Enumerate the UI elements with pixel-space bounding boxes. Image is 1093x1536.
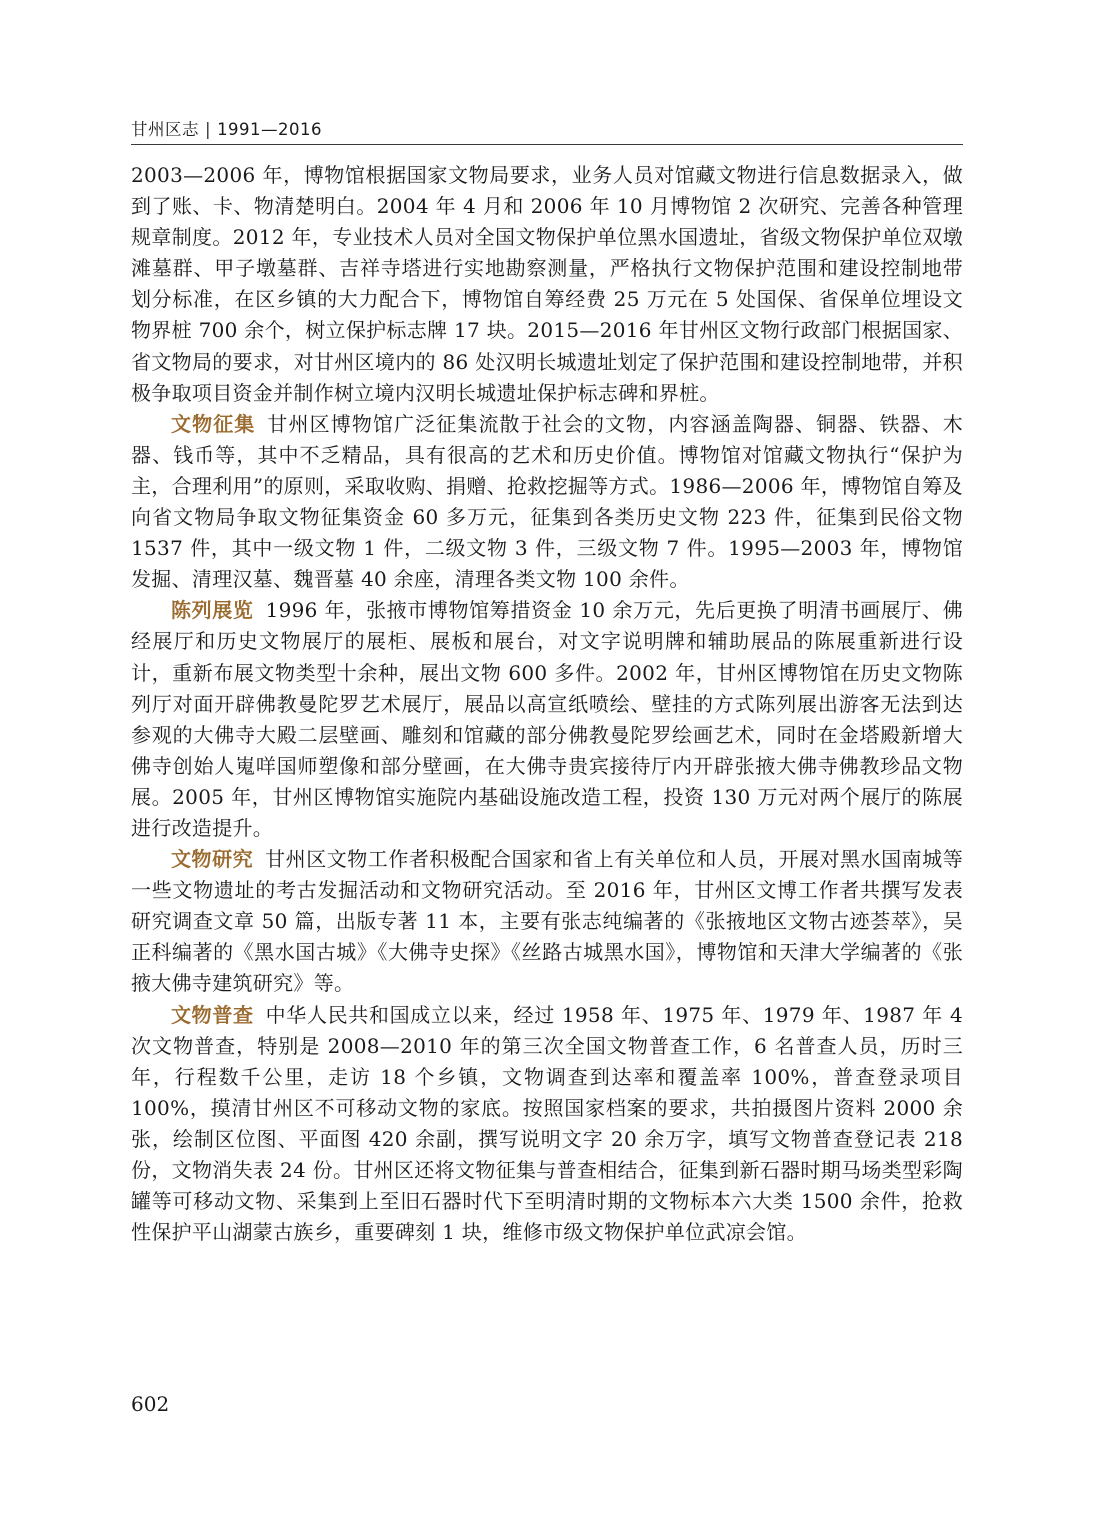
- paragraph-text: 1996 年，张掖市博物馆筹措资金 10 余万元，先后更换了明清书画展厅、佛经展厅和历史文物展厅的展柜、展板和展台，对文字说明牌和辅助展品的陈展重新进行设计，重新布展文物类型十余种，展出文物 600 多件。2002 年，甘州区博物馆在历史文物陈列厅对面开辟佛教曼陀罗艺术展厅，展品以高宣纸喷绘、壁挂的方式陈列展出游客无法到达参观的大佛寺大殿二层壁画、雕刻和馆藏的部分佛教曼陀罗绘画艺术，同时在金塔殿新增大佛寺创始人嵬咩国师塑像和部分壁画，在大佛寺贵宾接待厅内开辟张掖大佛寺佛教珍品文物展。2005 年，甘州区博物馆实施院内基础设施改造工程，投资 130 万元对两个展厅的陈展进行改造提升。: [131, 598, 963, 840]
- section-heading: 文物征集: [171, 411, 256, 436]
- section-heading: 文物研究: [171, 847, 254, 872]
- paragraph-text: 甘州区文物工作者积极配合国家和省上有关单位和人员，开展对黑水国南城等一些文物遗址的考古发掘活动和文物研究活动。至 2016 年，甘州区文博工作者共撰写发表研究调查文章 50 篇，出版专著 11 本，主要有张志纯编著的《张掖地区文物古迹荟萃》，吴正科编著的《黑水国古城》《大佛寺史探》《丝路古城黑水国》，博物馆和天津大学编著的《张掖大佛寺建筑研究》等。: [131, 847, 964, 996]
- paragraph-text: 甘州区博物馆广泛征集流散于社会的文物，内容涵盖陶器、铜器、铁器、木器、钱币等，其中不乏精品，具有很高的艺术和历史价值。博物馆对馆藏文物执行“保护为主，合理利用”的原则，采取收购、捐赠、抢救挖掘等方式。1986—2006 年，博物馆自筹及向省文物局争取文物征集资金 60 多万元，征集到各类历史文物 223 件，征集到民俗文物 1537 件，其中一级文物 1 件，二级文物 3 件，三级文物 7 件。1995—2003 年，博物馆发掘、清理汉墓、魏晋墓 40 余座，清理各类文物 100 余件。: [131, 411, 964, 592]
- header-separator: |: [205, 120, 212, 139]
- book-title: 甘州区志: [131, 120, 199, 139]
- paragraph-research: [131, 844, 963, 999]
- running-header: [131, 118, 963, 145]
- body-text: [131, 160, 963, 1248]
- paragraph-continued: [131, 160, 963, 409]
- paragraph-relic-collection: [131, 409, 963, 596]
- section-heading: 文物普查: [171, 1002, 254, 1027]
- page-number: 602: [131, 1392, 170, 1416]
- paragraph-exhibition: [131, 595, 963, 844]
- header-years: 1991—2016: [217, 120, 323, 139]
- paragraph-text: 2003—2006 年，博物馆根据国家文物局要求，业务人员对馆藏文物进行信息数据录入，做到了账、卡、物清楚明白。2004 年 4 月和 2006 年 10 月博物馆 2 次研究、完善各种管理规章制度。2012 年，专业技术人员对全国文物保护单位黑水国遗址，省级文物保护单位双墩滩墓群、甲子墩墓群、吉祥寺塔进行实地勘察测量，严格执行文物保护范围和建设控制地带划分标准，在区乡镇的大力配合下，博物馆自筹经费 25 万元在 5 处国保、省保单位埋设文物界桩 700 余个，树立保护标志牌 17 块。2015—2016 年甘州区文物行政部门根据国家、省文物局的要求，对甘州区境内的 86 处汉明长城遗址划定了保护范围和建设控制地带，并积极争取项目资金并制作树立境内汉明长城遗址保护标志碑和界桩。: [131, 163, 963, 405]
- paragraph-text: 中华人民共和国成立以来，经过 1958 年、1975 年、1979 年、1987 年 4 次文物普查，特别是 2008—2010 年的第三次全国文物普查工作，6 名普查人员，历时三年，行程数千公里，走访 18 个乡镇，文物调查到达率和覆盖率 100%，普查登录项目 100%，摸清甘州区不可移动文物的家底。按照国家档案的要求，共拍摄图片资料 2000 余张，绘制区位图、平面图 420 余副，撰写说明文字 20 余万字，填写文物普查登记表 218 份，文物消失表 24 份。甘州区还将文物征集与普查相结合，征集到新石器时期马场类型彩陶罐等可移动文物、采集到上至旧石器时代下至明清时期的文物标本六大类 1500 余件，抢救性保护平山湖蒙古族乡，重要碑刻 1 块，维修市级文物保护单位武凉会馆。: [131, 1002, 963, 1245]
- paragraph-survey: [131, 1000, 963, 1249]
- section-heading: 陈列展览: [171, 598, 254, 623]
